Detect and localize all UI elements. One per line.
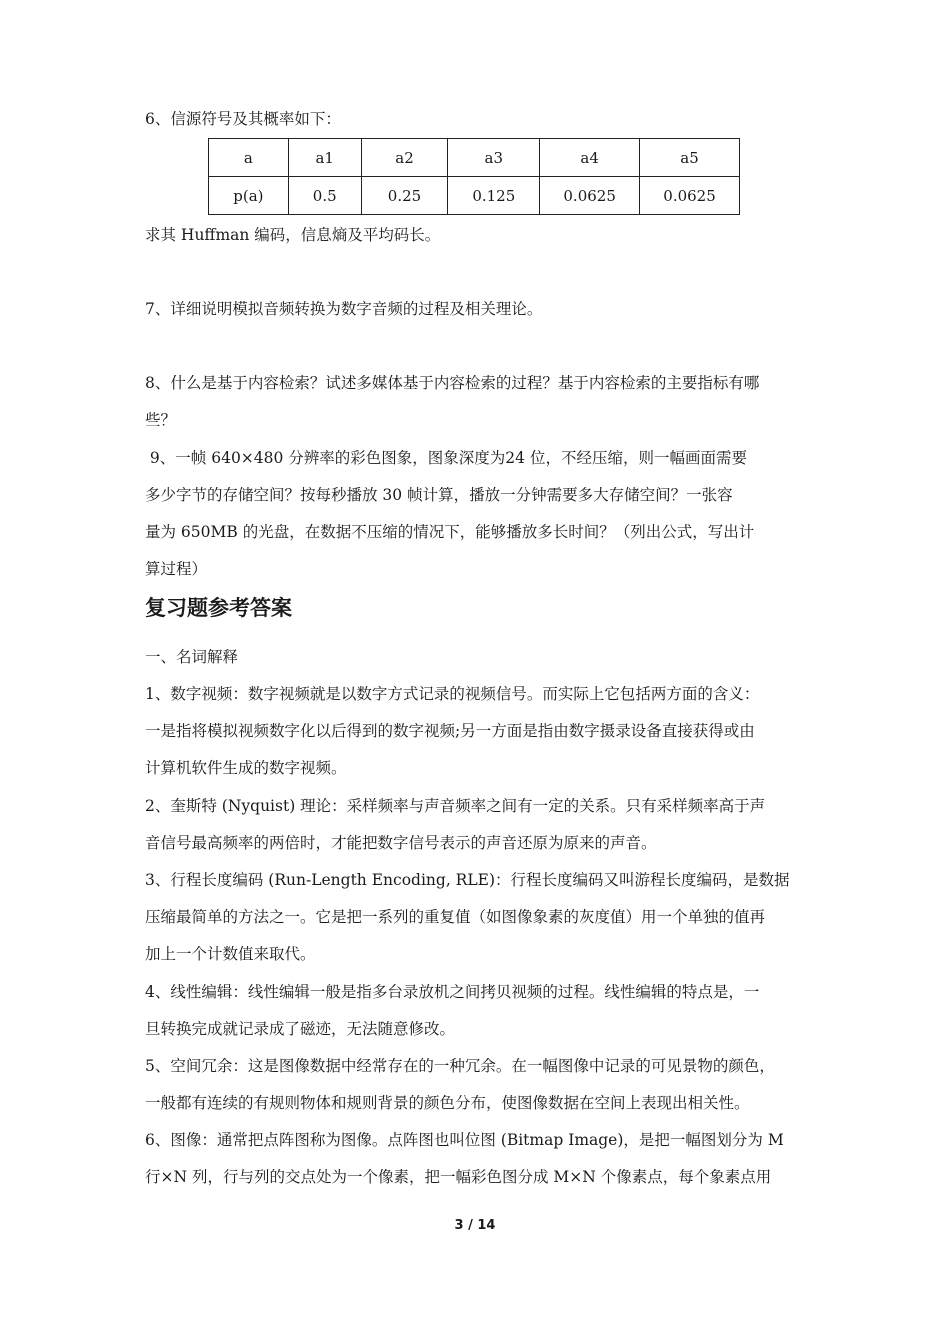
table-row	[209, 139, 740, 177]
probability-table	[208, 138, 740, 215]
table-cell: p(a)	[209, 177, 289, 215]
question-9-line: 算过程）	[145, 560, 208, 578]
table-cell: a3	[448, 139, 540, 177]
answer-6-line: 6、图像：通常把点阵图称为图像。点阵图也叫位图 (Bitmap Image)，是把一幅图划分为 M	[145, 1131, 784, 1149]
table-cell: 0.0625	[540, 177, 640, 215]
question-9-line: 量为 650MB 的光盘，在数据不压缩的情况下，能够播放多长时间？（列出公式，写出计	[145, 523, 755, 541]
question-8-line: 些？	[145, 411, 177, 429]
answer-3-line: 加上一个计数值来取代。	[145, 945, 316, 963]
page-number: 3 / 14	[454, 1218, 496, 1233]
answer-5-line: 一般都有连续的有规则物体和规则背景的颜色分布，使图像数据在空间上表现出相关性。	[145, 1094, 750, 1112]
table-cell: 0.25	[361, 177, 448, 215]
answer-2-line: 2、奎斯特 (Nyquist) 理论：采样频率与声音频率之间有一定的关系。只有采样频率高于声	[145, 797, 766, 815]
answer-5-line: 5、空间冗余：这是图像数据中经常存在的一种冗余。在一幅图像中记录的可见景物的颜色，	[145, 1057, 775, 1075]
answer-6-line: 行×N 列，行与列的交点处为一个像素，把一幅彩色图分成 M×N 个像素点，每个象素点用	[145, 1168, 772, 1186]
answer-1-line: 1、数字视频：数字视频就是以数字方式记录的视频信号。而实际上它包括两方面的含义：	[145, 685, 760, 703]
answer-1-line: 计算机软件生成的数字视频。	[145, 759, 347, 777]
table-row	[209, 177, 740, 215]
question-6-ask: 求其 Huffman 编码，信息熵及平均码长。	[145, 226, 441, 244]
table-cell: a5	[640, 139, 740, 177]
answer-3-line: 压缩最简单的方法之一。它是把一系列的重复值（如图像象素的灰度值）用一个单独的值再	[145, 908, 766, 926]
table-cell: a1	[288, 139, 361, 177]
table-cell: 0.0625	[640, 177, 740, 215]
question-7: 7、详细说明模拟音频转换为数字音频的过程及相关理论。	[145, 300, 543, 318]
question-8-line: 8、什么是基于内容检索？试述多媒体基于内容检索的过程？基于内容检索的主要指标有哪	[145, 374, 760, 392]
table-cell: a4	[540, 139, 640, 177]
answer-2-line: 音信号最高频率的两倍时，才能把数字信号表示的声音还原为原来的声音。	[145, 834, 657, 852]
answer-4-line: 4、线性编辑：线性编辑一般是指多台录放机之间拷贝视频的过程。线性编辑的特点是，一	[145, 983, 760, 1001]
answer-3-line: 3、行程长度编码 (Run-Length Encoding, RLE)：行程长度编码又叫游程长度编码，是数据	[145, 871, 790, 889]
question-6-title: 6、信源符号及其概率如下：	[145, 110, 341, 128]
table-cell: a	[209, 139, 289, 177]
section-title: 一、名词解释	[145, 648, 239, 666]
table-cell: a2	[361, 139, 448, 177]
question-9-line: 9、一帧 640×480 分辨率的彩色图象，图象深度为24 位，不经压缩，则一幅画面需要	[145, 449, 747, 467]
table-cell: 0.125	[448, 177, 540, 215]
question-9-line: 多少字节的存储空间？按每秒播放 30 帧计算，播放一分钟需要多大存储空间？一张容	[145, 486, 733, 504]
answer-1-line: 一是指将模拟视频数字化以后得到的数字视频;另一方面是指由数字摄录设备直接获得或由	[145, 722, 755, 740]
table-cell: 0.5	[288, 177, 361, 215]
answers-heading: 复习题参考答案	[145, 596, 292, 620]
answer-4-line: 旦转换完成就记录成了磁迹，无法随意修改。	[145, 1020, 456, 1038]
